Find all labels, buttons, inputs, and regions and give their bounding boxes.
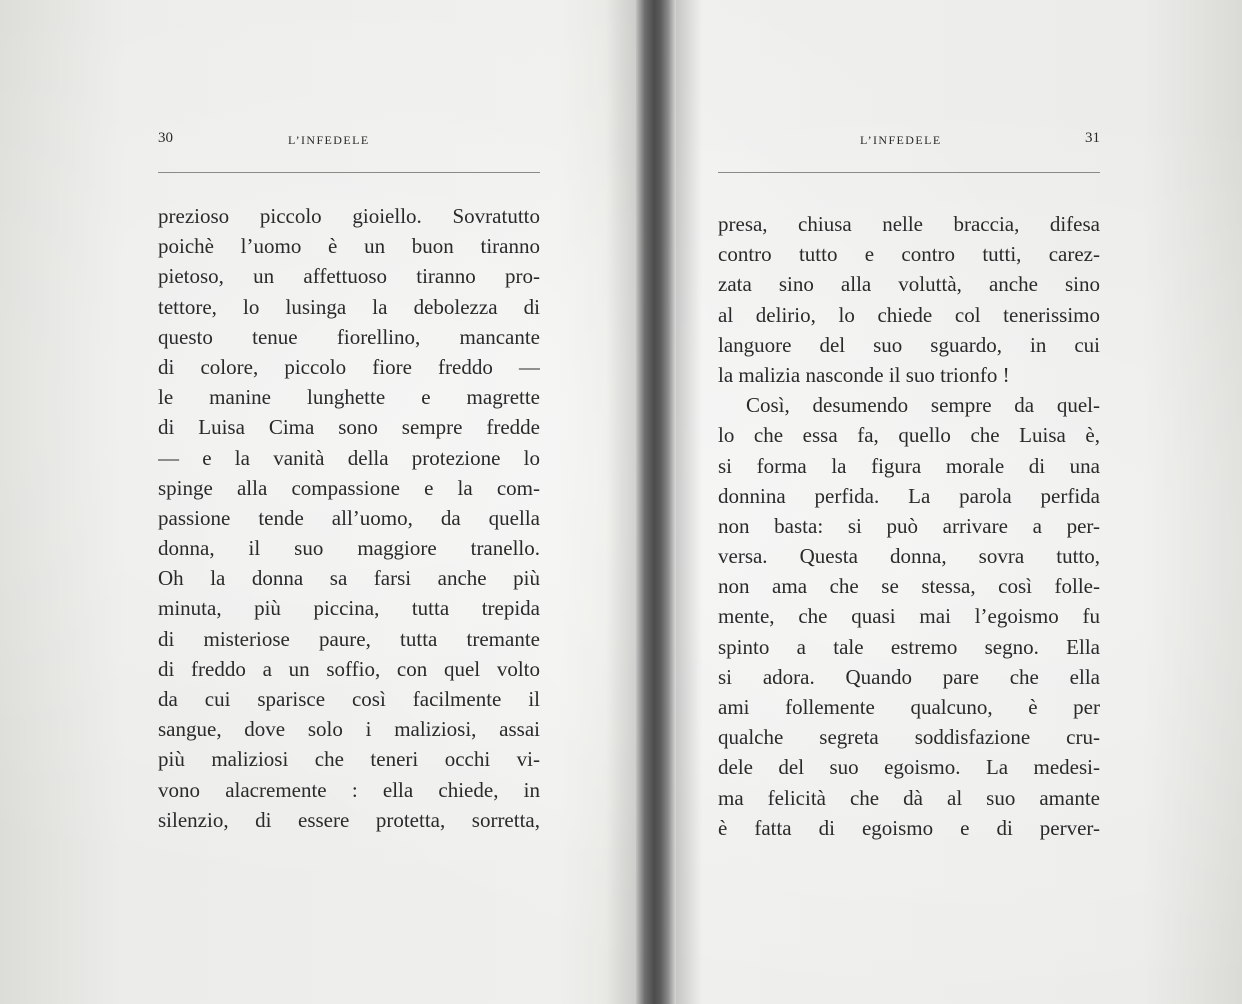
text-line: zata sino alla voluttà, anche sino	[718, 272, 1100, 297]
text-line: Oh la donna sa farsi anche più	[158, 566, 540, 591]
text-line: di misteriose paure, tutta tremante	[158, 626, 540, 651]
text-line: da cui sparisce così facilmente il	[158, 687, 540, 711]
text-line: qualche segreta soddisfazione cru-	[718, 725, 1100, 750]
right-header-rule	[718, 172, 1100, 173]
left-page-header	[158, 130, 540, 154]
text-line: tettore, lo lusinga la debolezza di	[158, 294, 540, 319]
text-line: ami follemente qualcuno, è per	[718, 695, 1100, 719]
left-header-rule	[158, 172, 540, 173]
left-page-number: 30	[158, 130, 173, 146]
text-line: più maliziosi che teneri occhi vi-	[158, 747, 540, 772]
text-line: le manine lunghette e magrette	[158, 385, 540, 410]
text-line: vono alacremente : ella chiede, in	[158, 777, 540, 802]
text-line: — e la vanità della protezione lo	[158, 445, 540, 470]
text-line: spinto a tale estremo segno. Ella	[718, 634, 1100, 659]
text-line: non basta: si può arrivare a per-	[718, 513, 1100, 538]
text-line: pietoso, un affettuoso tiranno pro-	[158, 264, 540, 289]
text-line: mente, che quasi mai l’egoismo fu	[718, 604, 1100, 629]
text-line: ma felicità che dà al suo amante	[718, 785, 1100, 810]
text-line: è fatta di egoismo e di perver-	[718, 815, 1100, 840]
text-line: minuta, più piccina, tutta trepida	[158, 596, 540, 621]
text-line: di Luisa Cima sono sempre fredde	[158, 415, 540, 440]
text-line: presa, chiusa nelle braccia, difesa	[718, 212, 1100, 236]
gutter-shadow-left	[606, 0, 636, 1004]
right-page-text	[718, 209, 1100, 843]
text-line: languore del suo sguardo, in cui	[718, 332, 1100, 357]
text-line: dele del suo egoismo. La medesi-	[718, 755, 1100, 780]
text-line: poichè l’uomo è un buon tiranno	[158, 234, 540, 259]
text-line: la malizia nasconde il suo trionfo !	[718, 362, 1010, 387]
text-line: questo tenue fiorellino, mancante	[158, 324, 540, 349]
gutter-shadow-right	[676, 0, 702, 1004]
text-line: versa. Questa donna, sovra tutto,	[718, 544, 1100, 569]
text-line: donnina perfida. La parola perfida	[718, 483, 1100, 508]
text-line: contro tutto e contro tutti, carez-	[718, 242, 1100, 267]
text-line: si adora. Quando pare che ella	[718, 664, 1100, 689]
text-line: di colore, piccolo fiore freddo —	[158, 354, 540, 379]
text-line: spinge alla compassione e la com-	[158, 475, 540, 500]
text-line: di freddo a un soffio, con quel volto	[158, 656, 540, 681]
book-gutter	[636, 0, 676, 1004]
text-line: silenzio, di essere protetta, sorretta,	[158, 807, 540, 832]
left-running-title: L’INFEDELE	[288, 133, 370, 147]
text-line: lo che essa fa, quello che Luisa è,	[718, 423, 1100, 448]
right-page-number: 31	[1085, 130, 1100, 146]
left-page-text	[158, 201, 540, 835]
text-line: al delirio, lo chiede col tenerissimo	[718, 302, 1100, 327]
text-line: si forma la figura morale di una	[718, 453, 1100, 478]
text-line: Così, desumendo sempre da quel-	[746, 393, 1100, 418]
text-line: sangue, dove solo i maliziosi, assai	[158, 717, 540, 742]
text-line: prezioso piccolo gioiello. Sovratutto	[158, 204, 540, 228]
text-line: passione tende all’uomo, da quella	[158, 505, 540, 530]
right-page-header	[718, 130, 1100, 154]
text-line: non ama che se stessa, così folle-	[718, 574, 1100, 599]
right-running-title: L’INFEDELE	[860, 133, 942, 147]
text-line: donna, il suo maggiore tranello.	[158, 536, 540, 561]
